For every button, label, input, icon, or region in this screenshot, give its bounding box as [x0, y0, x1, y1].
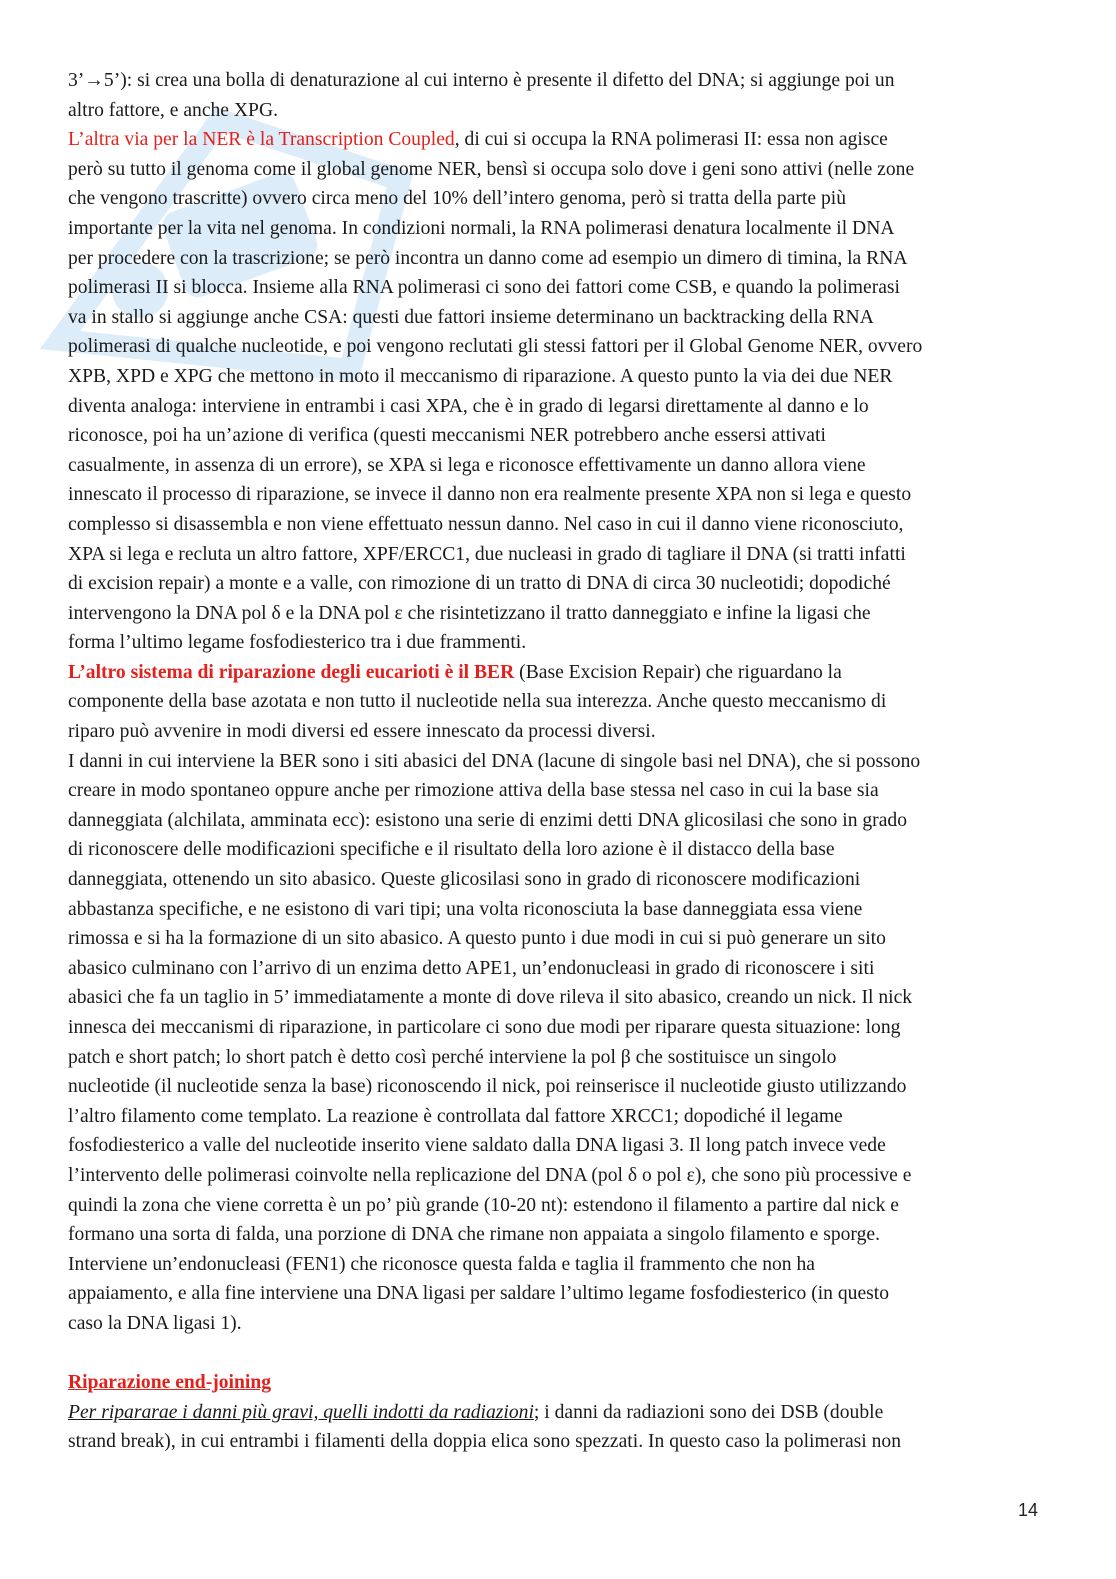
text-line [68, 1309, 1048, 1339]
text-run: formano una sorta di falda, una porzione di DNA che rimane non appaiata a singolo filamento e sporge. [68, 1224, 880, 1246]
text-line [68, 687, 1048, 717]
paragraph-transcription-coupled [68, 125, 1048, 658]
text-run: I danni in cui interviene la BER sono i siti abasici del DNA (lacune di singole basi nel DNA), che si possono [68, 750, 921, 772]
text-line [68, 569, 1048, 599]
text-line [68, 1427, 1048, 1457]
text-line [68, 1398, 1048, 1428]
text-line [68, 865, 1048, 895]
text-run: , di cui si occupa la RNA polimerasi II: essa non agisce [454, 129, 888, 151]
text-line [68, 1072, 1048, 1102]
text-run: polimerasi II si blocca. Insieme alla RNA polimerasi ci sono dei fattori come CSB, e quando la polimerasi [68, 277, 900, 299]
text-run: rimossa e si ha la formazione di un sito abasico. A questo punto i due modi in cui si può generare un sito [68, 928, 886, 950]
text-run: riconosce, poi ha un’azione di verifica (questi meccanismi NER potrebbero anche essersi attivati [68, 425, 826, 447]
text-line [68, 244, 1048, 274]
text-line [68, 835, 1048, 865]
text-run: forma l’ultimo legame fosfodiesterico tra i due frammenti. [68, 632, 527, 654]
text-line [68, 806, 1048, 836]
text-run: Interviene un’endonucleasi (FEN1) che riconosce questa falda e taglia il frammento che non ha [68, 1253, 815, 1275]
text-run: XPA si lega e recluta un altro fattore, XPF/ERCC1, due nucleasi in grado di tagliare il DNA (si tratti infatti [68, 543, 906, 565]
text-run: casualmente, in assenza di un errore), se XPA si lega e riconosce effettivamente un danno allora viene [68, 454, 866, 476]
styled-text-run: L’altra via per la NER è la Transcription Coupled [68, 129, 455, 151]
text-line [68, 362, 1048, 392]
text-run: quindi la zona che viene corretta è un po’ più grande (10-20 nt): estendono il filamento a partire dal nick e [68, 1194, 899, 1216]
text-run: ; i danni da radiazioni sono dei DSB (double [533, 1401, 884, 1423]
text-run: abasici che fa un taglio in 5’ immediatamente a monte di dove rileva il sito abasico, creando un nick. Il nick [68, 987, 913, 1009]
text-run: l’altro filamento come templato. La reazione è controllata dal fattore XRCC1; dopodiché il legame [68, 1105, 843, 1127]
text-run: XPB, XPD e XPG che mettono in moto il meccanismo di riparazione. A questo punto la via dei due NER [68, 365, 893, 387]
text-line [68, 1279, 1048, 1309]
text-run: abasico culminano con l’arrivo di un enzima detto APE1, un’endonucleasi in grado di riconoscere i siti [68, 957, 875, 979]
document-body [68, 66, 1048, 1457]
text-line [68, 155, 1048, 185]
text-run: importante per la vita nel genoma. In condizioni normali, la RNA polimerasi denatura localmente il DNA [68, 217, 895, 239]
text-line [68, 658, 1048, 688]
text-run: innesca dei meccanismi di riparazione, in particolare ci sono due modi per riparare questa situazione: long [68, 1017, 901, 1038]
text-line [68, 1191, 1048, 1221]
text-line [68, 924, 1048, 954]
text-run: polimerasi di qualche nucleotide, e poi vengono reclutati gli stessi fattori per il Global Genome NER, ovvero [68, 336, 923, 358]
text-line [68, 1102, 1048, 1132]
text-run: appaiamento, e alla fine interviene una DNA ligasi per saldare l’ultimo legame fosfodiesterico (in questo [68, 1283, 890, 1305]
text-run: che vengono trascritte) ovvero circa meno del 10% dell’intero genoma, però si tratta della parte più [68, 188, 847, 210]
text-line [68, 1250, 1048, 1280]
text-line [68, 1220, 1048, 1250]
text-line [68, 184, 1048, 214]
heading-end-joining [68, 1368, 1048, 1398]
text-line [68, 480, 1048, 510]
text-line [68, 66, 1048, 96]
text-run: di excision repair) a monte e a valle, con rimozione di un tratto di DNA di circa 30 nucleotidi; dopodiché [68, 573, 891, 595]
text-line [68, 1368, 1048, 1398]
text-run: di riconoscere delle modificazioni specifiche e il risultato della loro azione è il distacco della base [68, 839, 835, 861]
text-line [68, 599, 1048, 629]
text-line [68, 628, 1048, 658]
text-line [68, 214, 1048, 244]
text-line [68, 747, 1048, 777]
page-number: 14 [1018, 1500, 1039, 1520]
text-line [68, 332, 1048, 362]
text-line [68, 776, 1048, 806]
text-run: l’intervento delle polimerasi coinvolte nella replicazione del DNA (pol δ o pol ε), che sono più processive e [68, 1164, 912, 1186]
text-run: 3’→5’): si crea una bolla di denaturazione al cui interno è presente il difetto del DNA; si aggiunge poi un [68, 70, 895, 91]
text-line [68, 1013, 1048, 1043]
text-run: patch e short patch; lo short patch è detto così perché interviene la pol β che sostituisce un singolo [68, 1046, 837, 1068]
text-line [68, 954, 1048, 984]
text-run: danneggiata (alchilata, amminata ecc): esistono una serie di enzimi detti DNA glicosilasi che sono in grado [68, 809, 908, 831]
text-run: componente della base azotata e non tutto il nucleotide nella sua interezza. Anche questo meccanismo di [68, 691, 887, 713]
text-line [68, 451, 1048, 481]
paragraph-abasic-sites [68, 747, 1048, 1339]
text-run: altro fattore, e anche XPG. [68, 99, 279, 121]
text-run: fosfodiesterico a valle del nucleotide inserito viene saldato dalla DNA ligasi 3. Il long patch invece vede [68, 1135, 886, 1157]
text-line [68, 96, 1048, 126]
text-run: nucleotide (il nucleotide senza la base) riconoscendo il nick, poi reinserisce il nucleotide giusto utilizzando [68, 1076, 907, 1098]
text-line [68, 421, 1048, 451]
text-line [68, 273, 1048, 303]
text-line [68, 895, 1048, 925]
styled-text-run: Per ripararae i danni più gravi, quelli indotti da radiazioni [68, 1401, 534, 1423]
styled-text-run: Riparazione end-joining [68, 1372, 272, 1394]
text-line [68, 125, 1048, 155]
text-run: innescato il processo di riparazione, se invece il danno non era realmente presente XPA non si lega e questo [68, 484, 912, 506]
text-run: creare in modo spontaneo oppure anche per rimozione attiva della base stessa nel caso in cui la base sia [68, 780, 879, 802]
text-line [68, 1043, 1048, 1073]
text-line [68, 717, 1048, 747]
text-run: (Base Excision Repair) che riguardano la [514, 661, 842, 683]
text-run: però su tutto il genoma come il global genome NER, bensì si occupa solo dove i geni sono attivi (nelle zone [68, 158, 915, 180]
paragraph-spacer [68, 1339, 1048, 1369]
text-run: danneggiata, ottenendo un sito abasico. Queste glicosilasi sono in grado di riconoscere modificazioni [68, 869, 861, 891]
text-line [68, 983, 1048, 1013]
paragraph-ner-intro [68, 66, 1048, 125]
text-run: intervengono la DNA pol δ e la DNA pol ε che risintetizzano il tratto danneggiato e infine la ligasi che [68, 602, 871, 624]
styled-text-run: L’altro sistema di riparazione degli eucarioti è il BER [68, 661, 515, 683]
text-run: per procedere con la trascrizione; se però incontra un danno come ad esempio un dimero di timina, la RNA [68, 247, 908, 269]
paragraph-end-joining [68, 1398, 1048, 1457]
text-run: caso la DNA ligasi 1). [68, 1312, 242, 1334]
text-line [68, 510, 1048, 540]
text-line [68, 303, 1048, 333]
text-line [68, 1131, 1048, 1161]
text-run: strand break), in cui entrambi i filamenti della doppia elica sono spezzati. In questo caso la polimerasi non [68, 1431, 902, 1453]
text-run: riparo può avvenire in modi diversi ed essere innescato da processi diversi. [68, 721, 656, 743]
text-run: abbastanza specifiche, e ne esistono di vari tipi; una volta riconosciuta la base danneggiata essa viene [68, 898, 863, 920]
text-run: complesso si disassembla e non viene effettuato nessun danno. Nel caso in cui il danno viene riconosciuto, [68, 513, 904, 535]
text-line [68, 540, 1048, 570]
text-run: diventa analoga: interviene in entrambi i casi XPA, che è in grado di legarsi direttamente al danno e lo [68, 395, 869, 417]
text-run: va in stallo si aggiunge anche CSA: questi due fattori insieme determinano un backtracking della RNA [68, 306, 874, 328]
text-line [68, 1161, 1048, 1191]
paragraph-ber [68, 658, 1048, 747]
text-line [68, 392, 1048, 422]
